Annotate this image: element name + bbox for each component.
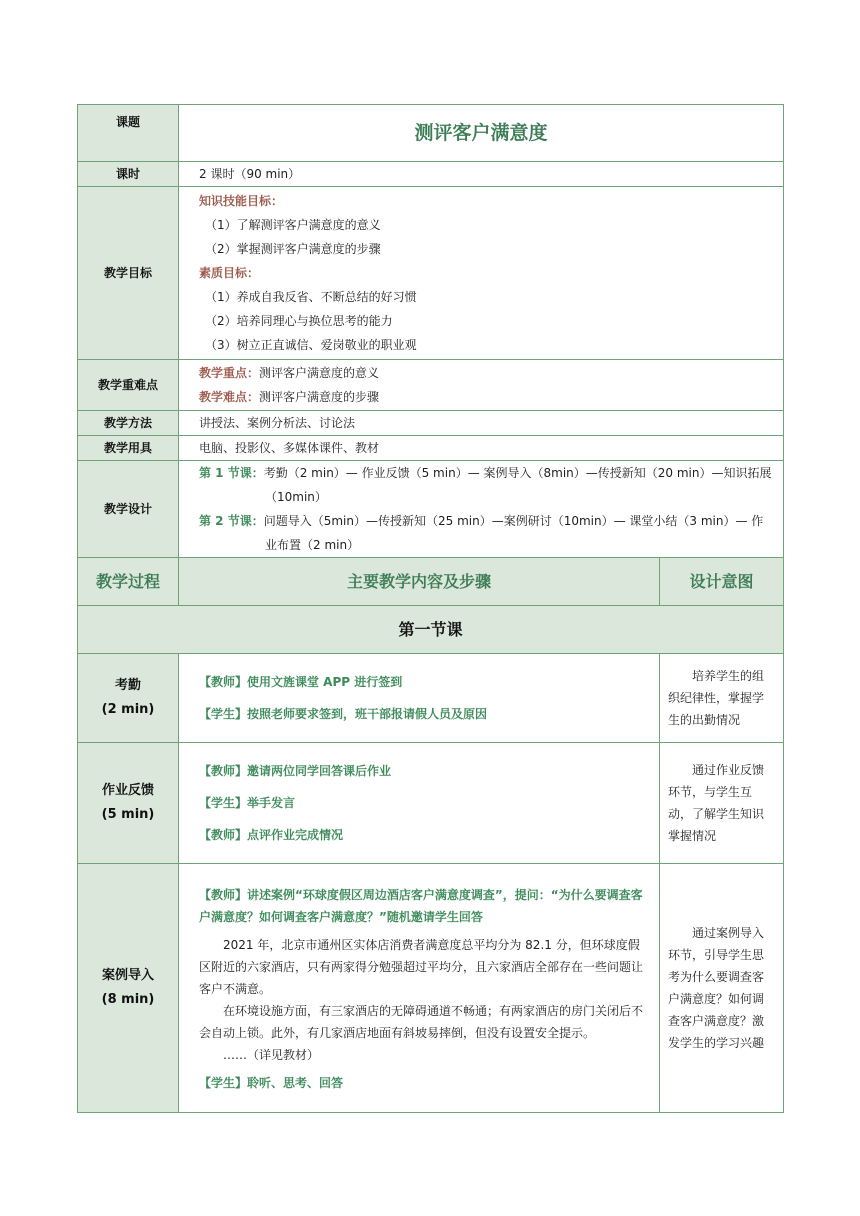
teacher-action: 【教师】点评作业完成情况 xyxy=(199,828,344,842)
page-title: 测评客户满意度 xyxy=(179,105,784,162)
case-paragraph: 在环境设施方面，有三家酒店的无障碍通道不畅通；有两家酒店的房门关闭后不会自动上锁。此外，有几家酒店地面有斜坡易摔倒，但没有设置安全提示。 xyxy=(199,1004,644,1040)
keypoints-label: 教学重难点 xyxy=(78,360,179,411)
keypoint-title: 教学重点： xyxy=(199,366,260,380)
keypoints-row xyxy=(78,360,784,411)
student-action: 【学生】举手发言 xyxy=(199,796,296,810)
methods-row xyxy=(78,411,784,436)
lesson-plan-table xyxy=(77,104,784,1113)
goals-content xyxy=(179,187,784,360)
process-col-header: 教学过程 xyxy=(78,558,179,606)
homework-intent xyxy=(660,743,784,864)
goal-item: （2）掌握测评客户满意度的步骤 xyxy=(205,242,381,256)
design-1-text: 考勤（2 min）— 作业反馈（5 min）— 案例导入（8min）—传授新知（20 min）—知识拓展（10min） xyxy=(263,466,772,504)
intent-text: 培养学生的组织纪律性，掌握学生的出勤情况 xyxy=(668,669,765,727)
student-action: 【学生】按照老师要求签到，班干部报请假人员及原因 xyxy=(199,707,488,721)
lesson-plan xyxy=(77,104,783,1113)
difficulty-title: 教学难点： xyxy=(199,390,260,404)
tools-label: 教学用具 xyxy=(78,436,179,461)
teacher-action: 【教师】邀请两位同学回答课后作业 xyxy=(199,764,392,778)
content-col-header: 主要教学内容及步骤 xyxy=(179,558,660,606)
goal-item: （3）树立正直诚信、爱岗敬业的职业观 xyxy=(205,338,417,352)
design-label: 教学设计 xyxy=(78,461,179,558)
design-2-title: 第 2 节课： xyxy=(199,514,264,528)
homework-content xyxy=(179,743,660,864)
intent-col-header: 设计意图 xyxy=(660,558,784,606)
section-row xyxy=(78,606,784,654)
case-row xyxy=(78,864,784,1113)
keypoint-text: 测评客户满意度的意义 xyxy=(259,366,380,380)
goals-row xyxy=(78,187,784,360)
design-content xyxy=(179,461,784,558)
step-time: (5 min) xyxy=(101,807,155,822)
case-paragraph: 2021 年，北京市通州区实体店消费者满意度总平均分为 82.1 分，但环球度假区附近的六家酒店，只有两家得分勉强超过平均分，且六家酒店全部存在一些问题让客户不满意。 xyxy=(199,938,644,996)
case-intent xyxy=(660,864,784,1113)
keypoint-line xyxy=(199,361,775,385)
attendance-intent xyxy=(660,654,784,743)
homework-label xyxy=(78,743,179,864)
step-name: 案例导入 xyxy=(101,968,154,983)
goals-quality-title: 素质目标： xyxy=(199,266,260,280)
hours-label: 课时 xyxy=(78,162,179,187)
goal-item: （1）了解测评客户满意度的意义 xyxy=(205,218,381,232)
step-time: (8 min) xyxy=(101,992,155,1007)
keypoints-content xyxy=(179,360,784,411)
goal-item: （2）培养同理心与换位思考的能力 xyxy=(205,314,393,328)
design-line-1 xyxy=(199,461,775,509)
process-header-row xyxy=(78,558,784,606)
intent-text: 通过案例导入环节，引导学生思考为什么要调查客户满意度？如何调查客户满意度？激发学生的学习兴趣 xyxy=(668,926,765,1050)
goals-knowledge-title: 知识技能目标： xyxy=(199,194,284,208)
design-2-text: 问题导入（5min）—传授新知（25 min）—案例研讨（10min）— 课堂小结（3 min）— 作业布置（2 min） xyxy=(263,514,764,552)
intent-text: 通过作业反馈环节，与学生互动，了解学生知识掌握情况 xyxy=(668,763,765,843)
design-1-title: 第 1 节课： xyxy=(199,466,264,480)
case-paragraph: ……（详见教材） xyxy=(223,1048,320,1062)
student-action: 【学生】聆听、思考、回答 xyxy=(199,1076,344,1090)
difficulty-text: 测评客户满意度的步骤 xyxy=(259,390,380,404)
case-content xyxy=(179,864,660,1113)
tools-row xyxy=(78,436,784,461)
design-line-2 xyxy=(199,509,775,557)
methods-value: 讲授法、案例分析法、讨论法 xyxy=(179,411,784,436)
goals-label: 教学目标 xyxy=(78,187,179,360)
attendance-label xyxy=(78,654,179,743)
case-label xyxy=(78,864,179,1113)
methods-label: 教学方法 xyxy=(78,411,179,436)
attendance-content xyxy=(179,654,660,743)
topic-label: 课题 xyxy=(78,105,179,162)
step-time: (2 min) xyxy=(101,702,155,717)
tools-value: 电脑、投影仪、多媒体课件、教材 xyxy=(179,436,784,461)
section-title: 第一节课 xyxy=(78,606,784,654)
topic-row xyxy=(78,105,784,162)
hours-value: 2 课时（90 min） xyxy=(179,162,784,187)
attendance-row xyxy=(78,654,784,743)
hours-row xyxy=(78,162,784,187)
step-name: 作业反馈 xyxy=(101,783,154,798)
teacher-action: 【教师】使用文旌课堂 APP 进行签到 xyxy=(199,675,403,689)
homework-row xyxy=(78,743,784,864)
design-row xyxy=(78,461,784,558)
step-name: 考勤 xyxy=(114,678,141,693)
goal-item: （1）养成自我反省、不断总结的好习惯 xyxy=(205,290,417,304)
difficulty-line xyxy=(199,385,775,409)
teacher-action: 【教师】讲述案例“环球度假区周边酒店客户满意度调查”，提问：“为什么要调查客户满意度？如何调查客户满意度？”随机邀请学生回答 xyxy=(199,888,643,924)
